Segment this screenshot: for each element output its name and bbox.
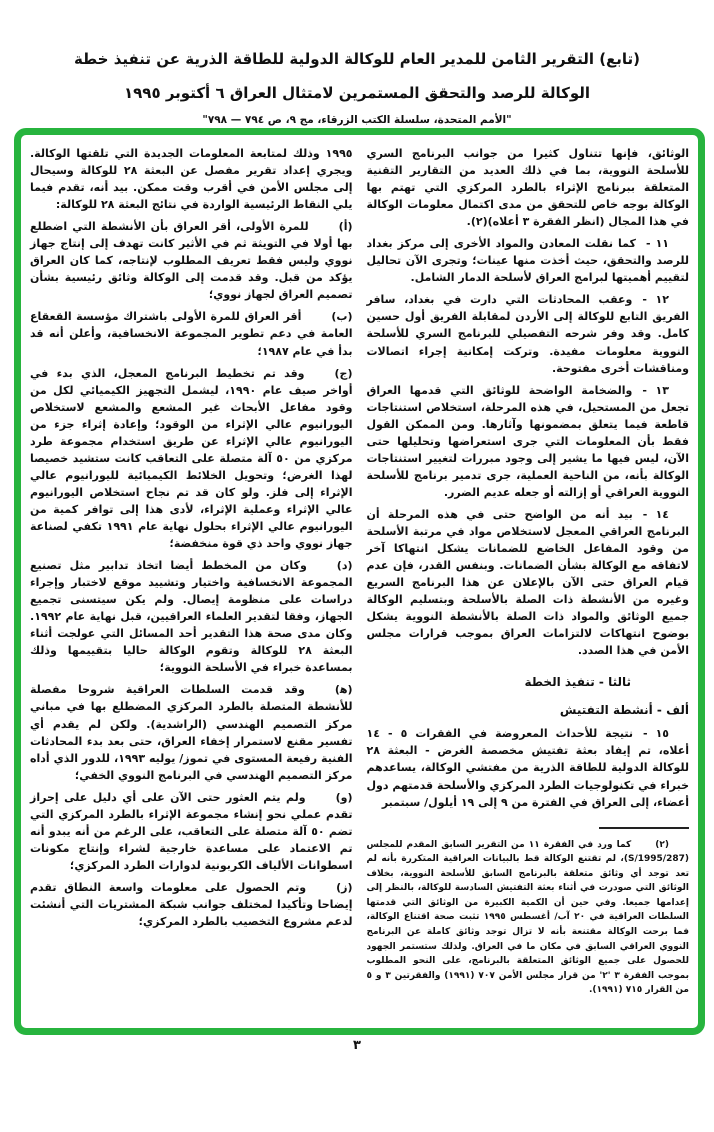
paragraph-14 — [367, 506, 690, 659]
document-header — [0, 0, 714, 126]
column-right — [367, 145, 690, 1022]
paragraph-text: نتيجة للأحداث المعروضة في الفقرات ٥ - ١٤ أعلاه، تم إيفاد بعثة تفتيش مخصصة الغرض - البعثة ٢٨ للوكالة الدولية للطاقة الذرية من مفتشي الوكالة، يساعدهم خبراء في تكنولوجيات الطرد المركزي والأسلحة قدمتهم دول أعضاء، إلى العراق في الفترة من ٩ إلى ١٩ أيلول/ سبتمبر — [366, 727, 689, 809]
paragraph-number: ١٣ - — [642, 383, 669, 397]
list-item-b — [30, 308, 353, 359]
title-line-2: الوكالة للرصد والتحقق المستمرين لامتثال العراق ٦ أكتوبر ١٩٩٥ — [124, 84, 590, 102]
list-item-w — [30, 789, 353, 874]
item-letter: (ز) — [336, 880, 353, 894]
content-frame — [14, 128, 705, 1035]
paragraph-text: كما نقلت المعادن والمواد الأخرى إلى مركز بغداد للرصد والتحقق، حيث أخذت منها عينات؛ وتجرى الآن تحاليل لتقييم أهميتها لبرامج العراق لأسلحة الدمار الشامل. — [366, 237, 689, 285]
item-text: وتم الحصول على معلومات واسعة النطاق تقدم إيضاحا وتأكيدا لمختلف جوانب شبكة المشتريات التي أنشئت لدعم مشروع التخصيب بالطرد المركزي؛ — [30, 880, 353, 929]
item-letter: (ﻫ) — [334, 683, 353, 697]
footnote-marker: (٢) — [655, 839, 670, 850]
item-text: وكان من المخطط أيضا اتخاذ تدابير مثل تصنيع المجموعة الانخسافية واختيار وتشييد موقع لاختبار وإجراء دراسات على منظومة إيصال. ولم يكن سيتسنى تجميع الجهاز، وفقا لتقدير العلماء العراقيين، قبل نهاية عام ١٩٩٢. وكان مدى صحة هذا التقدير أحد المسائل التي عولجت أثناء البعثة ٢٨ للوكالة وتقوم الوكالة حاليا بتقييمها وذلك بمساعدة خبراء في الأسلحة النووية؛ — [30, 559, 353, 675]
item-letter: (د) — [336, 559, 353, 573]
list-item-a — [30, 218, 353, 303]
paragraph-continuation: الوثائق، فإنها تتناول كثيرا من جوانب البرنامج السري للأسلحة النووية، بما في ذلك العديد من التقارير التقنية المتعلقة ببرنامج الإثراء بالطرد المركزي التي تهتم بها الوكالة بوجه خاص للتحقق من مدى اكتمال معلومات الوكالة في هذا المجال (انظر الفقرة ٣ أعلاه)(٢). — [366, 147, 689, 229]
section-heading: ثالثا - تنفيذ الخطة — [524, 675, 631, 690]
item-letter: (ج) — [334, 366, 353, 380]
list-item-j — [30, 365, 353, 553]
item-letter: (أ) — [338, 220, 353, 234]
paragraph-number: ١١ - — [645, 237, 670, 251]
paragraph-number: ١٥ - — [642, 727, 669, 741]
source-citation: "الأمم المتحدة، سلسلة الكتب الزرقاء، مج ٩، ص ٧٩٤ — ٧٩٨" — [202, 114, 512, 126]
paragraph-15 — [367, 725, 690, 810]
paragraph-12 — [367, 291, 690, 376]
list-item-h — [30, 681, 353, 783]
paragraph-continuation: ١٩٩٥ وذلك لمتابعة المعلومات الجديدة التي تلقتها الوكالة. ويجري إعداد تقرير مفصل عن البعثة ٢٨ للوكالة وسيحال إلى مجلس الأمن في أقرب وقت ممكن. بيد أنه، تقدم فيما يلي النقاط الرئيسية الواردة في نتائج البعثة ٢٨ للوكالة: — [30, 147, 353, 212]
paragraph-text: وعقب المحادثات التي دارت في بغداد، سافر الفريق التابع للوكالة إلى الأردن لمقابلة الفريق أول حسين كامل. وقد وفر شرحه التفصيلي للبرنامج السري للأسلحة النووية معلومات مفيدة. وتركت إمكانية إجراء اتصالات ومناقشات أخرى مفتوحة. — [366, 293, 689, 375]
paragraph-11 — [367, 235, 690, 286]
paragraph-number: ١٤ - — [642, 507, 669, 521]
paragraph-text: والضخامة الواضحة للوثائق التي قدمها العراق تجعل من المستحيل، في هذه المرحلة، استخلاص استنتاجات قاطعة فيما يتعلق بمضمونها وآثارها. ومن الممكن القول فقط بأن المعلومات التي جرى استعراضها وتحليلها حتى الآن، ليس فيها ما يشير إلى وجود مبررات لتغيير استنتاجات الوكالة بأنه، من الناحية العملية، جرى تدمير برنامج للأسلحة النووية العراقي أو إزالته أو جعله عديم الضرر. — [366, 383, 689, 499]
subsection-heading: ألف - أنشطة التفتيش — [559, 703, 689, 718]
item-text: وقد تم تخطيط البرنامج المعجل، الذي بدء في أواخر صيف عام ١٩٩٠، ليشمل التجهيز الكيميائي لكل من وقود مفاعل الأبحاث غير المشعع والمشعع لاستخلاص اليورانيوم عالي الإثراء من الوقود؛ وإعادة إثراء جزء من اليورانيوم عالي الإثراء عن طريق استخدام مجموعة طرد مركزي من ٥٠ آلة متصلة على التعاقب كانت ستشيد خصيصا لهذا الغرض؛ وتحويل الخلائط الكيميائية لليورانيوم عالي الإثراء إلى فلز. ولو كان قد تم نجاح استخلاص اليورانيوم عالي الإثراء وعملية الإثراء، لأدى هذا إلى توافر كمية من اليورانيوم عالي الإثراء بحلول نهاية عام ١٩٩١ تكفي لصناعة جهاز نووي واحد ذي قوة منخفضة؛ — [30, 366, 353, 551]
item-text: وقد قدمت السلطات العراقية شروحا مفصلة للأنشطة المتصلة بالطرد المركزي المضطلع بها في مباني مركز التصميم الهندسي (الراشدية). ولكن لم يقدم أي تفسير مقنع لاستمرار إخفاء العراق، حتى بعد بدء المحادثات الفنية رفيعة المستوى في تموز/ يوليه ١٩٩٣، للدور الذي أداه مركز التصميم الهندسي في البرنامج النووي الخفي؛ — [30, 683, 353, 782]
paragraph-text: بيد أنه من الواضح حتى في هذه المرحلة أن البرنامج العراقي المعجل لاستخلاص مواد في مرتبة الأسلحة من وقود المفاعل الخاضع للضمانات يشكل انتهاكا آخر لاتفاقه مع الوكالة بشأن الضمانات. وبنفس القدر، فإن عدم قيام العراق حتى الآن بالإعلان عن هذا البرنامج السريع وغيره من الأنشطة ذات الصلة بالأسلحة وبتسليم الوكالة جميع الوثائق والمواد ذات الصلة بالأنشطة النووية يشكل بوضوح انتهاكات لالتزامات العراق بموجب قرارات مجلس الأمن في هذا الصدد. — [366, 507, 689, 658]
item-text: أقر العراق للمرة الأولى باشتراك مؤسسة القعقاع العامة في دعم تطوير المجموعة الانخسافية، وأعلن أنه قد بدأ في عام ١٩٨٧؛ — [30, 310, 353, 358]
item-letter: (ب) — [331, 310, 353, 324]
footnote-text: كما ورد في الفقرة ١١ من التقرير السابق المقدم للمجلس (S/1995/287)، لم تقتنع الوكالة قط بالبيانات العراقية المتكررة بأنه لم تعد توجد أي وثائق متعلقة بالبرنامج السابق للأسلحة النووية، بخلاف الوثائق التي صودرت في أثناء بعثة التفتيش السادسة للوكالة، بالنظر إلى إعدامها جميعا. وفي حين أن الكمية الكبيرة من الوثائق التي قدمتها السلطات العراقية في ٢٠ آب/ أغسطس ١٩٩٥ تثبت صحة اقتناع الوكالة، فما برحت الوكالة مقتنعة بأنه لا تزال توجد وثائق كاملة عن البرنامج النووي العراقي السابق في مكان ما في العراق. ولذلك ستستمر الجهود للحصول على جميع الوثائق المتعلقة بالبرنامج، على النحو المطلوب بموجب الفقرة ٣ '٢' من قرار مجلس الأمن ٧٠٧ (١٩٩١) والفقرتين ٣ و ٥ من القرار ٧١٥ (١٩٩١). — [366, 839, 690, 996]
list-item-d — [30, 557, 353, 676]
list-item-z — [30, 879, 353, 930]
two-column-layout — [21, 135, 698, 1028]
paragraph-13 — [367, 382, 690, 501]
item-text: للمرة الأولى، أقر العراق بأن الأنشطة التي اضطلع بها أولا في التويثة ثم في الأثير كانت تهدف إلى إنتاج جهاز نووي وليس فقط تعريف المطلوب لإنتاجه، كما كان العراق يؤكد من قبل. وقد قدمت إلى الوكالة وثائق رئيسية بشأن تصميم العراق لجهاز نووي؛ — [30, 220, 353, 302]
item-letter: (و) — [335, 790, 353, 804]
page-number: ٣ — [353, 1038, 361, 1053]
item-text: ولم يتم العثور حتى الآن على أي دليل على إحراز تقدم عملي نحو إنشاء مجموعة الإثراء بالطرد المركزي التي تضم ٥٠ آلة متصلة على التعاقب، على الرغم من أنه يبدو أنه تم الاعتماد على مساعدة خارجية لشراء وإنتاج مكونات اسطوانات الألياف الكربونية لدوارات الطرد المركزي؛ — [30, 790, 353, 872]
footnote-separator — [599, 827, 689, 829]
paragraph-number: ١٢ - — [642, 293, 669, 307]
column-left — [30, 145, 353, 1022]
footnote — [367, 838, 690, 998]
title-line-1: (تابع) التقرير الثامن للمدير العام للوكالة الدولية للطاقة الذرية عن تنفيذ خطة — [73, 50, 641, 68]
